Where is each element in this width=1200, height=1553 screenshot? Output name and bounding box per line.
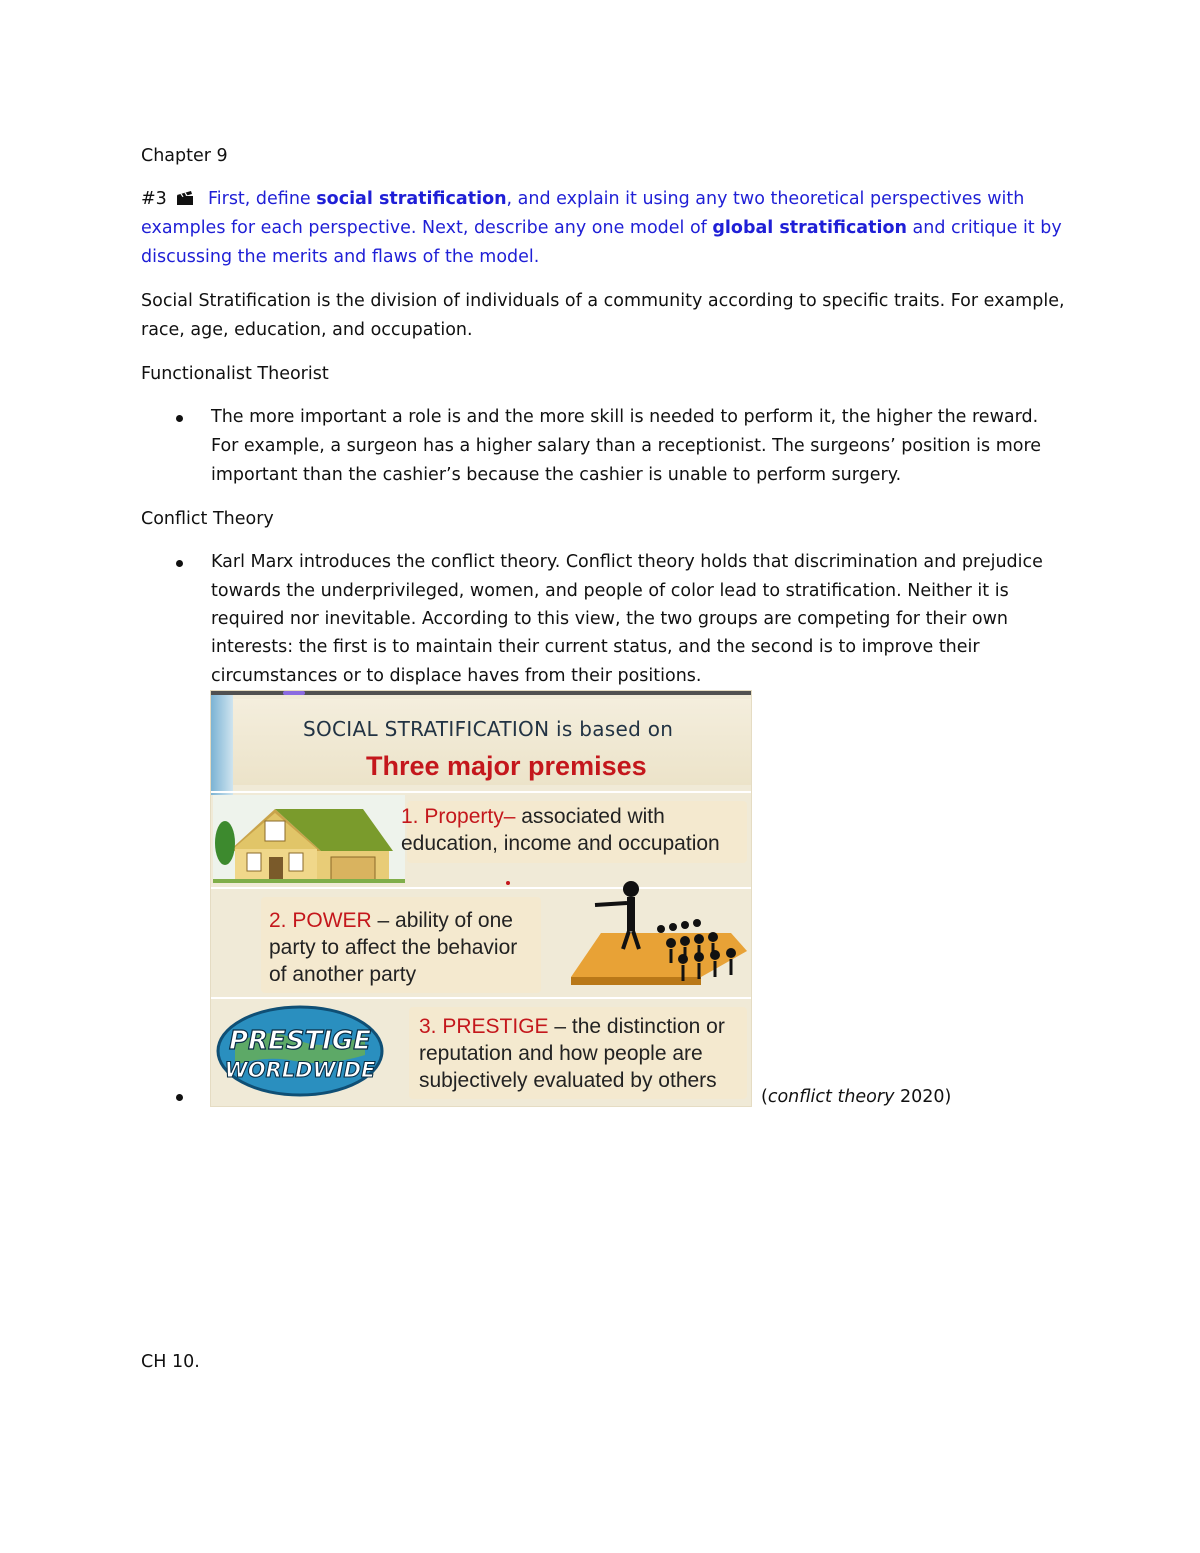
divider bbox=[211, 791, 751, 793]
definition-line-1: Social Stratification is the division of individuals of a community according to specific traits. For example, bbox=[141, 291, 1065, 311]
bullet-icon bbox=[176, 560, 183, 567]
functionalist-line-3: important than the cashier’s because the cashier is unable to perform surgery. bbox=[211, 465, 902, 485]
bullet-icon bbox=[176, 1094, 183, 1101]
premise-3-text: – the distinction or bbox=[548, 1015, 725, 1038]
house-icon bbox=[213, 795, 405, 883]
question-line-3: discussing the merits and flaws of the model. bbox=[141, 247, 540, 267]
premise-1-text: associated with bbox=[515, 805, 665, 828]
question-text: examples for each perspective. Next, describe any one model of bbox=[141, 218, 713, 238]
leader-followers-icon bbox=[561, 877, 747, 989]
figure-side-strip bbox=[211, 695, 233, 795]
conflict-line-1: Karl Marx introduces the conflict theory. Conflict theory holds that discrimination and prejudice bbox=[211, 552, 1043, 572]
figure-top-strip bbox=[211, 691, 751, 695]
premise-3-label: 3. PRESTIGE bbox=[419, 1015, 549, 1038]
definition-line-2: race, age, education, and occupation. bbox=[141, 320, 473, 340]
question-line-2 bbox=[141, 214, 1062, 243]
premise-1-label: 1. Property– bbox=[401, 805, 516, 828]
conflict-line-3: required nor inevitable. According to this view, the two groups are competing for their own bbox=[211, 609, 1009, 629]
ch10-heading: CH 10. bbox=[141, 1352, 200, 1372]
functionalist-line-2: For example, a surgeon has a higher salary than a receptionist. The surgeons’ position is more bbox=[211, 436, 1042, 456]
functionalist-heading: Functionalist Theorist bbox=[141, 364, 329, 384]
question-text: and critique it by bbox=[906, 218, 1062, 238]
clapperboard-icon bbox=[176, 187, 196, 203]
premise-2-line-1 bbox=[269, 907, 513, 934]
premise-1-line-1 bbox=[401, 803, 665, 830]
premise-3-line-2: reputation and how people are bbox=[419, 1042, 703, 1065]
citation-source: conflict theory bbox=[767, 1087, 895, 1107]
question-text: , and explain it using any two theoretical perspectives with bbox=[506, 189, 1025, 209]
figure-title-line-2: Three major premises bbox=[366, 751, 647, 781]
question-text: First, define bbox=[207, 189, 317, 209]
premise-3-line-3: subjectively evaluated by others bbox=[419, 1069, 717, 1092]
conflict-line-5: circumstances or to displace haves from their positions. bbox=[211, 666, 702, 686]
logo-worldwide-text: WORLDWIDE bbox=[224, 1058, 376, 1082]
figure-citation bbox=[761, 1083, 951, 1112]
conflict-line-4: interests: the first is to maintain their current status, and the second is to improve their bbox=[211, 637, 980, 657]
term-social-stratification: social stratification bbox=[316, 189, 507, 209]
question-number: #3 bbox=[141, 189, 167, 209]
functionalist-line-1: The more important a role is and the more skill is needed to perform it, the higher the reward. bbox=[211, 407, 1039, 427]
chapter-heading: Chapter 9 bbox=[141, 146, 228, 166]
conflict-heading: Conflict Theory bbox=[141, 509, 274, 529]
premise-2-text: – ability of one bbox=[371, 909, 513, 932]
premise-2-line-2: party to affect the behavior bbox=[269, 936, 518, 959]
citation-year: 2020) bbox=[894, 1087, 952, 1107]
red-dot bbox=[506, 881, 510, 885]
premise-2-label: 2. POWER bbox=[269, 909, 372, 932]
figure-title-line-1: SOCIAL STRATIFICATION is based on bbox=[303, 717, 674, 741]
question-line-1 bbox=[141, 185, 1024, 214]
logo-prestige-text: PRESTIGE bbox=[228, 1026, 372, 1056]
bullet-icon bbox=[176, 415, 183, 422]
divider bbox=[211, 997, 751, 999]
conflict-line-2: towards the underprivileged, women, and people of color lead to stratification. Neither it is bbox=[211, 581, 1009, 601]
term-global-stratification: global stratification bbox=[712, 218, 907, 238]
premise-2-line-3: of another party bbox=[269, 963, 417, 986]
prestige-worldwide-logo bbox=[215, 1005, 385, 1097]
premise-3-line-1 bbox=[419, 1013, 725, 1040]
citation-paren: ( bbox=[761, 1087, 768, 1107]
premise-1-line-2: education, income and occupation bbox=[401, 832, 720, 855]
stratification-figure bbox=[210, 690, 752, 1107]
